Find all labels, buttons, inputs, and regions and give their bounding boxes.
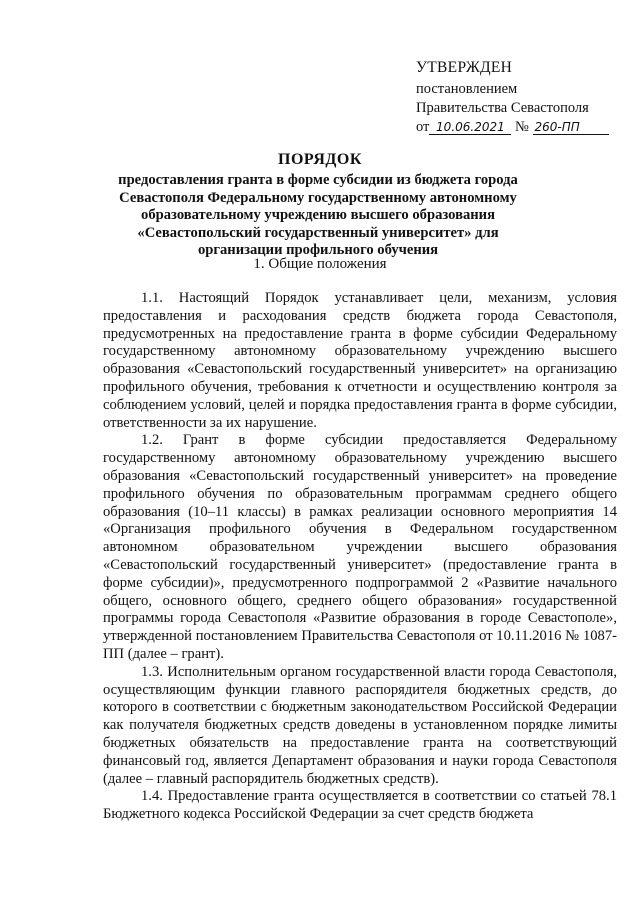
paragraph-1-3: 1.3. Исполнительным органом государственной власти города Севастополя, осуществляющим функции главного распорядителя бюджетных средств, до которого в соответствии с бюджетным законодательством Российской Федерации как получателя бюджетных средств доведены в установленном порядке лимиты бюджетных обязательств на предоставление гранта на соответствующий финансовый год, является Департамент образования и науки города Севастополя (далее – главный распорядитель бюджетных средств). xyxy=(103,663,617,787)
approval-line-2: Правительства Севастополя xyxy=(416,100,589,116)
paragraph-1-1: 1.1. Настоящий Порядок устанавливает цели, механизм, условия предоставления и расходования средств бюджета города Севастополя, предусмотренных на предоставление гранта в форме субсидии Федеральному государственному автономному образовательному учреждению высшего образования «Севастопольский государственный университет» на организацию профильного обучения, требования к отчетности и осуществлению контроля за соблюдением условий, целей и порядка предоставления гранта в форме субсидии, ответственности за их нарушение. xyxy=(103,290,617,431)
date-prefix: от xyxy=(416,119,430,135)
document-subtitle: предоставления гранта в форме субсидии из бюджета города Севастополя Федеральному государственному автономному образовательному учреждению высшего образования «Севастопольский государственный университет» для организации профильного обучения xyxy=(118,172,518,258)
approval-stamp xyxy=(416,58,616,137)
paragraph-1-4: 1.4. Предоставление гранта осуществляется в соответствии со статьей 78.1 Бюджетного кодекса Российской Федерации за счет средств бюджета xyxy=(103,788,617,823)
section-heading: 1. Общие положения xyxy=(253,256,387,272)
paragraph-1-2: 1.2. Грант в форме субсидии предоставляется Федеральному государственному автономному образовательному учреждению высшего образования «Севастопольский государственный университет» на проведение профильного обучения по образовательным программам среднего общего образования (10–11 классы) в рамках реализации основного мероприятия 14 «Организация профильного обучения в Федеральном государственном автономном образовательном учреждении высшего образования «Севастопольский государственный университет» (предоставление гранта в форме субсидии)», предусмотренного подпрограммой 2 «Развитие начального общего, основного общего, среднего общего образования» государственной программы города Севастополя «Развитие образования в городе Севастополе», утвержденной постановлением Правительства Севастополя от 10.11.2016 № 1087-ПП (далее – грант). xyxy=(103,432,617,662)
approval-heading: УТВЕРЖДЕН xyxy=(416,59,513,76)
handwritten-number: 260-ПП xyxy=(533,120,609,135)
handwritten-date: 10.06.2021 xyxy=(429,120,511,135)
document-body xyxy=(103,290,617,824)
number-prefix: № xyxy=(515,119,529,135)
approval-line-1: постановлением xyxy=(416,81,518,97)
approval-date-line xyxy=(416,118,616,137)
document-title: ПОРЯДОК xyxy=(278,151,362,168)
